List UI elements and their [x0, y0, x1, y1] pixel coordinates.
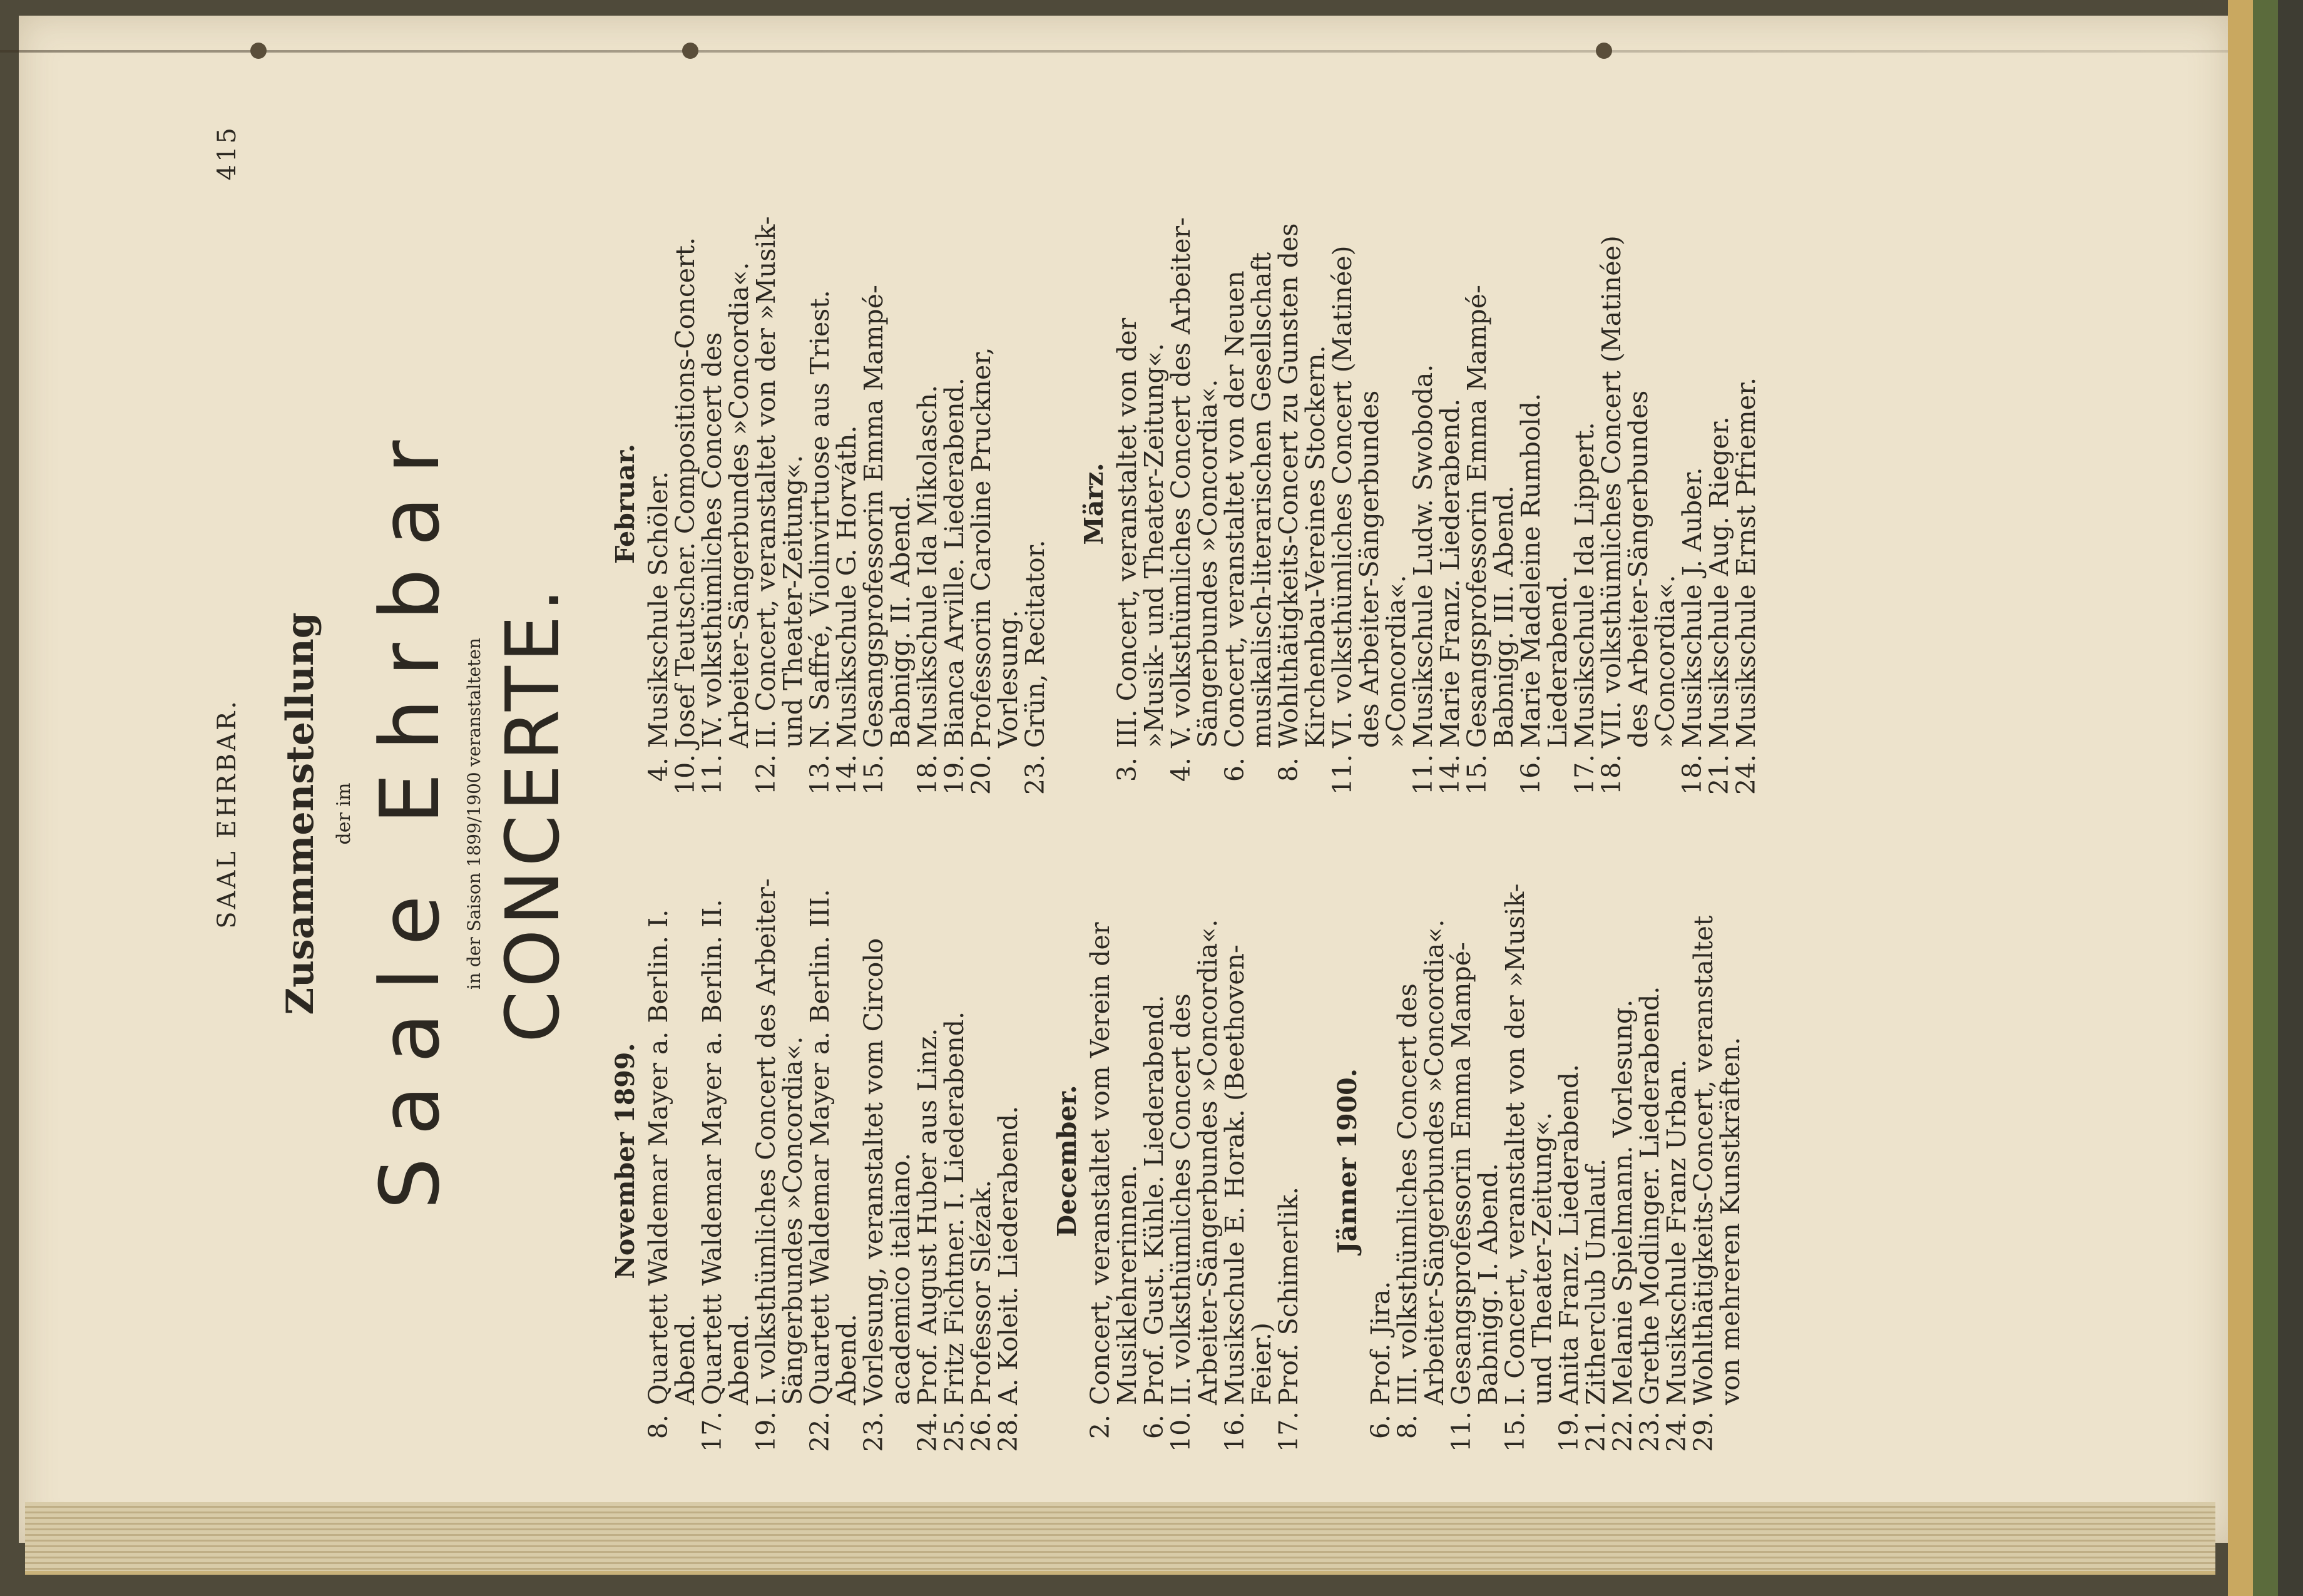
entry-text: Quartett Waldemar Mayer a. Berlin. II. Abend. — [697, 899, 754, 1405]
concert-entry — [753, 213, 807, 795]
running-header — [213, 125, 250, 1502]
concert-entry — [995, 870, 1022, 1452]
entry-text: V. volksthümliches Concert des Arbeiter-Sängerbundes »Concordia«. — [1166, 217, 1223, 748]
concert-entry — [1706, 213, 1733, 795]
concert-entry — [1610, 870, 1637, 1452]
concert-entry — [941, 213, 968, 795]
entry-day: 8. — [643, 1414, 673, 1440]
concert-entry — [1367, 870, 1394, 1452]
entry-text: N. Saffré, Violinvirtuose aus Triest. — [805, 290, 835, 748]
entry-text: Prof. Schimerlik. — [1274, 1186, 1304, 1405]
entry-text: Wohlthätigkeits-Concert, veranstaltet von mehreren Kunstkräften. — [1688, 915, 1745, 1405]
entry-day: 17. — [1570, 754, 1600, 795]
entry-text: Musikschule Ida Mikolasch. — [912, 384, 942, 748]
page-number: 415 — [213, 125, 242, 181]
entry-day: 22. — [1608, 1411, 1638, 1452]
entry-text: II. Concert, veranstaltet von der »Musik- und Theater-Zeitung«. — [751, 216, 808, 748]
entry-day: 11. — [1446, 1411, 1476, 1452]
entry-day: 18. — [1596, 754, 1626, 795]
concert-entry — [1168, 870, 1222, 1452]
entry-text: II. volksthümliches Concert des Arbeiter-Sängerbundes »Concordia«. — [1166, 919, 1223, 1405]
entry-text: VII. volksthümliches Concert (Matinée) des Arbeiter-Sängerbundes »Concordia«. — [1596, 235, 1680, 748]
entry-day: 11. — [1408, 754, 1438, 795]
entry-day: 19. — [751, 1411, 781, 1452]
concert-entry — [753, 870, 807, 1452]
concert-entry — [1141, 870, 1168, 1452]
entry-text: Melanie Spielmann. Vorlesung. — [1608, 999, 1638, 1405]
entry-day: 15. — [1500, 1411, 1530, 1452]
concert-entry — [1275, 213, 1329, 795]
running-head: SAAL EHRBAR. — [213, 698, 242, 929]
entry-day: 23. — [859, 1411, 889, 1452]
entry-day: 20. — [966, 754, 996, 795]
entry-day: 18. — [1677, 754, 1707, 795]
entry-text: III. Concert, veranstaltet von der »Musik- und Theater-Zeitung«. — [1112, 317, 1169, 748]
concert-entry — [1394, 870, 1448, 1452]
entry-text: Anita Franz. Liederabend. — [1554, 1064, 1584, 1405]
entry-day: 16. — [1220, 1411, 1250, 1452]
entry-day: 23. — [1635, 1411, 1665, 1452]
entry-text: Zitherclub Umlauf. — [1581, 1158, 1611, 1405]
concert-entry — [1437, 213, 1464, 795]
right-column — [607, 213, 1760, 795]
entry-day: 14. — [1435, 754, 1465, 795]
entry-day: 22. — [805, 1411, 835, 1452]
entry-day: 15. — [1462, 754, 1492, 795]
concert-entry — [672, 213, 699, 795]
concert-entry — [1598, 213, 1679, 795]
entry-text: Musikschule Aug. Rieger. — [1704, 416, 1734, 748]
entry-text: III. volksthümliches Concert des Arbeiter-Sängerbundes »Concordia«. — [1392, 919, 1449, 1405]
concert-entry — [1464, 213, 1518, 795]
concert-entry — [1448, 870, 1502, 1452]
entry-text: Concert, veranstaltet vom Verein der Musiklehrerinnen. — [1085, 922, 1142, 1405]
title-der-im: der im — [333, 782, 355, 845]
concert-entry — [645, 870, 699, 1452]
section-gap — [1022, 870, 1049, 1452]
month-heading: December. — [1052, 1085, 1082, 1237]
entry-text: Musikschule J. Auber. — [1677, 467, 1707, 748]
entry-text: Professorin Caroline Pruckner, Vorlesung. — [966, 347, 1023, 748]
concert-entry — [1571, 213, 1598, 795]
entry-text: VI. volksthümliches Concert (Matinée) des Arbeiter-Sängerbundes »Concordia«. — [1327, 245, 1411, 748]
concert-entry — [860, 213, 914, 795]
entry-text: Quartett Waldemar Mayer a. Berlin. III. Abend. — [805, 889, 862, 1405]
concert-entry — [1583, 870, 1610, 1452]
title-block — [275, 125, 576, 1502]
entry-day: 13. — [805, 754, 835, 795]
entry-text: Marie Franz. Liederabend. — [1435, 398, 1465, 748]
entry-text: Musikschule Ernst Pfriemer. — [1731, 377, 1761, 748]
concert-entry — [1275, 870, 1302, 1452]
entry-day: 28. — [993, 1411, 1023, 1452]
entry-text: Prof. Jira. — [1366, 1281, 1396, 1405]
concert-entry — [807, 213, 834, 795]
entry-day: 10. — [670, 754, 700, 795]
entry-text: Musikschule Ludw. Swoboda. — [1408, 364, 1438, 748]
concert-entry — [1733, 213, 1760, 795]
entry-text: Gesangsprofessorin Emma Mampé-Babnigg. II. Abend. — [859, 285, 916, 748]
entry-text: Musikschule Schöler. — [643, 471, 673, 748]
entry-day: 11. — [697, 754, 727, 795]
concert-entry — [699, 870, 753, 1452]
concert-entry — [699, 213, 753, 795]
concert-entry — [914, 870, 941, 1452]
concert-entry — [807, 870, 860, 1452]
concert-entry — [1087, 870, 1141, 1452]
concert-entry — [1222, 213, 1275, 795]
concert-entry — [834, 213, 860, 795]
concert-entry — [1168, 213, 1222, 795]
entry-day: 15. — [859, 754, 889, 795]
entry-text: Marie Madeleine Rumbold. Liederabend. — [1516, 392, 1573, 748]
section-gap — [1049, 213, 1076, 795]
entry-text: Prof. August Huber aus Linz. — [912, 1028, 942, 1405]
concert-entry — [1329, 213, 1410, 795]
concert-entry — [860, 870, 914, 1452]
month-heading: März. — [1079, 463, 1109, 545]
entry-text: Musikschule E. Horak. (Beethoven-Feier.) — [1220, 944, 1277, 1405]
entry-text: Quartett Waldemar Mayer a. Berlin. I. Abend. — [643, 909, 700, 1405]
entry-text: IV. volksthümliches Concert des Arbeiter-Sängerbundes »Concordia«. — [697, 262, 754, 748]
concert-entry — [914, 213, 941, 795]
concert-entry — [941, 870, 968, 1452]
concert-entry — [1222, 870, 1275, 1452]
entry-day: 2. — [1085, 1414, 1115, 1440]
entry-day: 3. — [1112, 757, 1142, 782]
entry-day: 25. — [939, 1411, 969, 1452]
entry-day: 10. — [1166, 1411, 1196, 1452]
entry-text: Concert, veranstaltet von der Neuen musikalisch-literarischen Gesellschaft — [1220, 252, 1277, 748]
binding-stitch — [1596, 43, 1612, 59]
section-gap — [1302, 870, 1329, 1452]
entry-day: 16. — [1516, 754, 1546, 795]
entry-day: 21. — [1581, 1411, 1611, 1452]
concert-entry — [1518, 213, 1571, 795]
entry-day: 4. — [1166, 757, 1196, 782]
entry-day: 6. — [1366, 1414, 1396, 1440]
entry-text: Wohlthätigkeits-Concert zu Gunsten des Kirchenbau-Vereines Stockern. — [1274, 223, 1330, 748]
entry-text: Fritz Fichtner. I. Liederabend. — [939, 1011, 969, 1405]
entry-day: 24. — [1731, 754, 1761, 795]
concert-entry — [1114, 213, 1168, 795]
entry-day: 12. — [751, 754, 781, 795]
entry-day: 8. — [1392, 1414, 1422, 1440]
entry-day: 29. — [1688, 1411, 1718, 1452]
entry-day: 24. — [1662, 1411, 1692, 1452]
binding-stitch — [682, 43, 698, 59]
entry-day: 6. — [1139, 1414, 1169, 1440]
month-heading: Februar. — [610, 444, 640, 564]
entry-text: I. volksthümliches Concert des Arbeiter-Sängerbundes »Concordia«. — [751, 878, 808, 1405]
entry-day: 19. — [1554, 1411, 1584, 1452]
title-zusammenstellung: Zusammenstellung — [278, 612, 322, 1015]
entry-day: 8. — [1274, 757, 1304, 782]
entry-text: Bianca Arville. Liederabend. — [939, 377, 969, 748]
concert-entry — [1679, 213, 1706, 795]
left-column — [607, 870, 1744, 1452]
page-edges — [25, 1502, 2215, 1575]
concert-entry — [1410, 213, 1437, 795]
entry-day: 4. — [643, 757, 673, 782]
entry-day: 11. — [1327, 754, 1357, 795]
concert-entry — [1502, 870, 1556, 1452]
month-heading: Jänner 1900. — [1332, 1068, 1362, 1254]
concert-entry — [1637, 870, 1663, 1452]
title-saison: in der Saison 1899/1900 veranstalteten — [464, 638, 484, 990]
entry-text: A. Koleit. Liederabend. — [993, 1105, 1023, 1405]
entry-text: Prof. Gust. Kühle. Liederabend. — [1139, 995, 1169, 1405]
gutter-fold — [0, 50, 2228, 53]
entry-text: Musikschule Ida Lippert. — [1570, 422, 1600, 748]
entry-text: Grün, Recitator. — [1020, 540, 1050, 748]
entry-day: 6. — [1220, 757, 1250, 782]
entry-text: Gesangsprofessorin Emma Mampé-Babnigg. I. Abend. — [1446, 942, 1503, 1405]
entry-day: 17. — [697, 1411, 727, 1452]
entry-day: 18. — [912, 754, 942, 795]
entry-text: Vorlesung, veranstaltet vom Circolo academico italiano. — [859, 938, 916, 1405]
entry-text: Musikschule Franz Urban. — [1662, 1059, 1692, 1405]
concert-entry — [1690, 870, 1744, 1452]
entry-day: 26. — [966, 1411, 996, 1452]
entry-text: Josef Teutscher. Compositions-Concert. — [670, 237, 700, 748]
entry-day: 21. — [1704, 754, 1734, 795]
month-heading: November 1899. — [610, 1043, 640, 1279]
concert-entry — [968, 870, 995, 1452]
entry-day: 24. — [912, 1411, 942, 1452]
entry-text: I. Concert, veranstaltet von der »Musik- und Theater-Zeitung«. — [1500, 883, 1557, 1405]
entry-text: Grethe Modlinger. Liederabend. — [1635, 986, 1665, 1405]
entry-day: 14. — [832, 754, 862, 795]
concert-entry — [1022, 213, 1049, 795]
concert-entry — [645, 213, 672, 795]
printed-content — [207, 125, 2272, 1502]
entry-day: 17. — [1274, 1411, 1304, 1452]
entry-text: Professor Slézak. — [966, 1179, 996, 1405]
concert-entry — [1663, 870, 1690, 1452]
entry-text: Musikschule G. Horváth. — [832, 425, 862, 748]
title-saal: Saale Ehrbar — [362, 417, 457, 1210]
concert-entry — [1556, 870, 1583, 1452]
entry-day: 23. — [1020, 754, 1050, 795]
entry-text: Gesangsprofessorin Emma Mampé-Babnigg. III. Abend. — [1462, 285, 1519, 748]
entry-day: 19. — [939, 754, 969, 795]
binding-stitch — [250, 43, 267, 59]
concert-entry — [968, 213, 1022, 795]
title-concerte: CONCERTE. — [489, 584, 576, 1043]
